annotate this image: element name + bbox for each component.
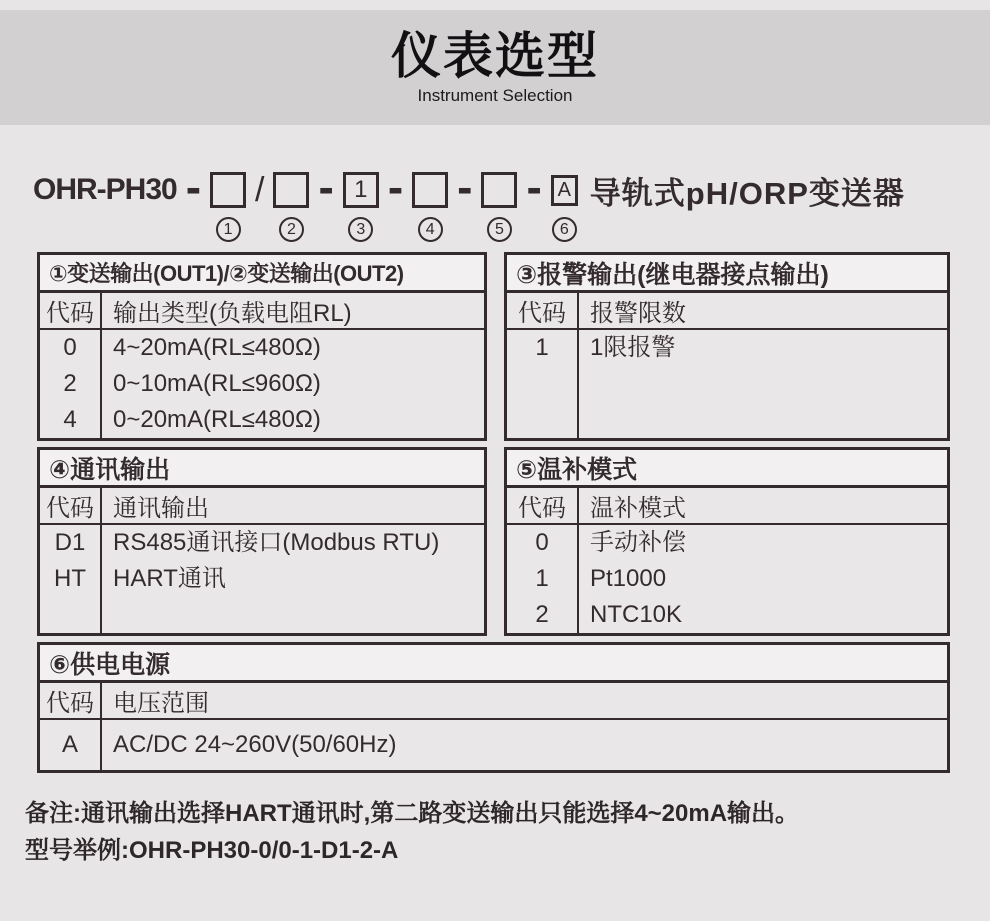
desc-column	[102, 525, 484, 633]
selection-table-alarm	[504, 252, 950, 441]
desc-header-cell: 通讯输出	[113, 495, 209, 522]
desc-cell: 1限报警	[590, 334, 676, 361]
desc-header-cell: 报警限数	[590, 300, 686, 327]
table-title: ①变送输出(OUT1)/②变送输出(OUT2)	[40, 255, 484, 293]
model-slot-3	[343, 169, 379, 242]
desc-cell: NTC10K	[590, 601, 683, 628]
selection-table-comm	[37, 447, 487, 636]
code-column	[507, 330, 579, 438]
slot-number-1: 1	[216, 217, 241, 242]
slot-number-6: 6	[552, 217, 577, 242]
selection-table-power	[37, 642, 950, 773]
code-column	[40, 330, 102, 438]
desc-cell: 4~20mA(RL≤480Ω)	[113, 334, 321, 361]
table-body	[40, 720, 947, 770]
desc-cell: Pt1000	[590, 565, 667, 592]
slot-number-5: 5	[487, 217, 512, 242]
note-model-example: 型号举例:OHR-PH30-0/0-1-D1-2-A	[25, 837, 399, 864]
table-title: ④通讯输出	[40, 450, 484, 488]
desc-cell: 0~10mA(RL≤960Ω)	[113, 370, 321, 397]
code-cell: 1	[535, 565, 549, 592]
code-cell: HT	[54, 565, 86, 592]
dash-separator: -	[526, 161, 542, 213]
desc-header-cell: 电压范围	[113, 690, 209, 717]
desc-cell: 手动补偿	[590, 529, 686, 556]
table-body	[40, 525, 484, 633]
slash-separator: /	[255, 170, 265, 209]
table-body	[40, 330, 484, 438]
table-title: ⑥供电电源	[40, 645, 947, 683]
selection-tables	[37, 252, 950, 773]
model-slot-5	[481, 169, 517, 242]
desc-cell: RS485通讯接口(Modbus RTU)	[113, 529, 440, 556]
slot-number-2: 2	[279, 217, 304, 242]
table-band-3	[37, 642, 950, 773]
model-slot-box-1	[210, 172, 246, 208]
note-remark: 备注:通讯输出选择HART通讯时,第二路变送输出只能选择4~20mA输出。	[25, 800, 800, 827]
desc-cell: HART通讯	[113, 565, 226, 592]
selection-table-out12	[37, 252, 487, 441]
code-cell: 0	[535, 529, 549, 556]
table-band-2	[37, 447, 950, 636]
code-cell: 4	[63, 406, 77, 433]
code-column	[507, 525, 579, 633]
model-slot-1	[210, 169, 246, 242]
desc-column	[579, 525, 947, 633]
code-cell: D1	[54, 529, 86, 556]
dash-separator: -	[387, 161, 404, 213]
table-subheader	[40, 683, 947, 720]
table-subheader	[507, 488, 947, 525]
model-suffix: 导轨式pH/ORP变送器	[589, 175, 905, 211]
code-cell: 0	[63, 334, 77, 361]
code-header-cell: 代码	[507, 293, 579, 328]
table-subheader	[40, 488, 484, 525]
code-column	[40, 720, 102, 770]
code-header-cell: 代码	[40, 488, 102, 523]
model-slot-box-4	[412, 172, 448, 208]
table-body	[507, 525, 947, 633]
slot-number-3: 3	[348, 217, 373, 242]
dash-separator: -	[318, 161, 334, 213]
desc-column	[579, 330, 947, 438]
desc-header-cell: 温补模式	[590, 495, 686, 522]
page-title: 仪表选型	[391, 28, 599, 84]
model-slot-box-5	[481, 172, 517, 208]
code-header-cell: 代码	[40, 683, 102, 718]
model-slot-box-2	[273, 172, 309, 208]
model-number-line	[33, 161, 990, 242]
model-slot-box-6: A	[551, 175, 578, 206]
table-subheader	[507, 293, 947, 330]
desc-column	[102, 330, 484, 438]
desc-column	[102, 720, 947, 770]
slot-number-4: 4	[418, 217, 443, 242]
code-header-cell: 代码	[507, 488, 579, 523]
code-cell: 2	[535, 601, 549, 628]
desc-cell: 0~20mA(RL≤480Ω)	[113, 406, 321, 433]
table-subheader	[40, 293, 484, 330]
code-cell: 1	[535, 334, 549, 361]
code-column	[40, 525, 102, 633]
footnotes	[25, 795, 990, 869]
dash-separator: -	[185, 161, 202, 213]
code-cell: A	[61, 731, 78, 758]
dash-separator: -	[457, 161, 473, 213]
table-band-1	[37, 252, 950, 441]
model-slot-2	[273, 169, 309, 242]
model-slot-box-3: 1	[343, 172, 379, 208]
code-cell: 2	[63, 370, 77, 397]
model-slot-6	[551, 169, 578, 242]
code-header-cell: 代码	[40, 293, 102, 328]
page-subtitle: Instrument Selection	[417, 86, 573, 105]
model-slot-4	[412, 169, 448, 242]
table-title: ⑤温补模式	[507, 450, 947, 488]
desc-header-cell: 输出类型(负载电阻RL)	[113, 300, 352, 327]
selection-table-tempcomp	[504, 447, 950, 636]
table-body	[507, 330, 947, 438]
table-title: ③报警输出(继电器接点输出)	[507, 255, 947, 293]
model-prefix: OHR-PH30	[33, 173, 177, 206]
desc-cell: AC/DC 24~260V(50/60Hz)	[113, 731, 397, 758]
page-header-band	[0, 10, 990, 125]
